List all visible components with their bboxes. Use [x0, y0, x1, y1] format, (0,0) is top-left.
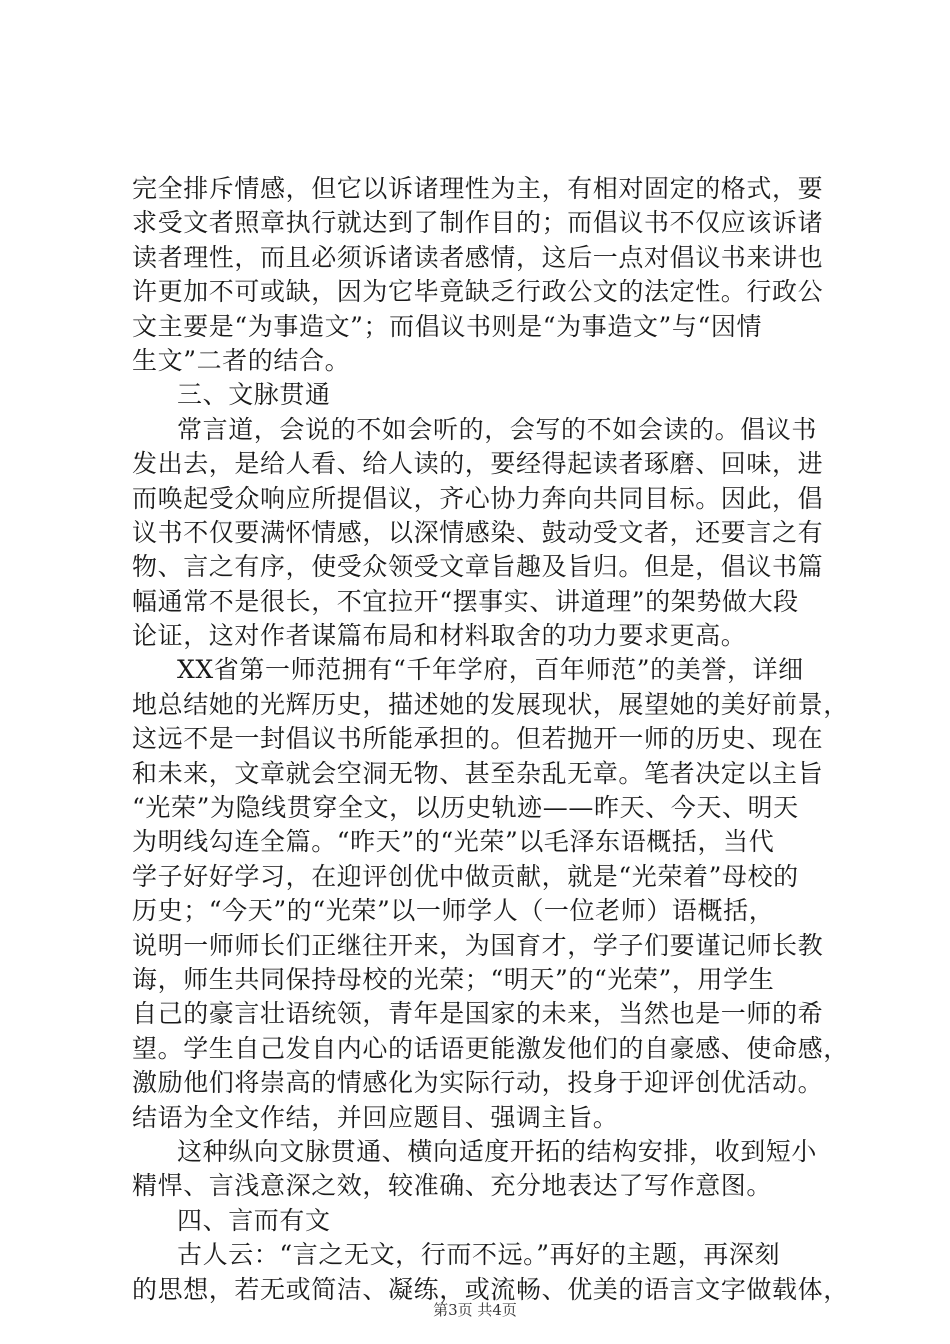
text-line: 物、言之有序，使受众领受文章旨趣及旨归。但是，倡议书篇 [132, 552, 824, 582]
text-line: 四、言而有文 [177, 1205, 331, 1235]
text-line: 生文”二者的结合。 [132, 345, 351, 375]
text-line: 和未来，文章就会空洞无物、甚至杂乱无章。笔者决定以主旨 [132, 758, 824, 788]
page-number-footer: 第3页 共4页 [433, 1301, 517, 1319]
text-line: 常言道，会说的不如会听的，会写的不如会读的。倡议书 [177, 414, 818, 444]
text-line: 说明一师师长们正继往开来，为国育才，学子们要谨记师长教 [132, 930, 824, 960]
text-line: 激励他们将崇高的情感化为实际行动，投身于迎评创优活动。 [132, 1068, 824, 1098]
text-line: 古人云：“言之无文，行而不远。”再好的主题，再深刻 [177, 1240, 781, 1270]
text-line: 自己的豪言壮语统领，青年是国家的未来，当然也是一师的希 [132, 999, 824, 1029]
text-line: 论证，这对作者谋篇布局和材料取舍的功力要求更高。 [132, 621, 747, 651]
text-line: 三、文脉贯通 [177, 380, 331, 410]
text-line: “光荣”为隐线贯穿全文，以历史轨迹——昨天、今天、明天 [132, 793, 799, 823]
text-line: 求受文者照章执行就达到了制作目的；而倡议书不仅应该诉诸 [132, 208, 824, 238]
text-line: 发出去，是给人看、给人读的，要经得起读者琢磨、回味，进 [132, 449, 824, 479]
text-line: 学子好好学习，在迎评创优中做贡献，就是“光荣着”母校的 [132, 861, 799, 891]
text-line: 地总结她的光辉历史，描述她的发展现状，展望她的美好前景， [132, 689, 849, 719]
text-line: 精悍、言浅意深之效，较准确、充分地表达了写作意图。 [132, 1171, 773, 1201]
text-line: 诲，师生共同保持母校的光荣；“明天”的“光荣”，用学生 [132, 964, 775, 994]
text-line: 文主要是“为事造文”；而倡议书则是“为事造文”与“因情 [132, 311, 763, 341]
text-line: 结语为全文作结，并回应题目、强调主旨。 [132, 1102, 619, 1132]
text-line: 这远不是一封倡议书所能承担的。但若抛开一师的历史、现在 [132, 724, 824, 754]
text-line: 幅通常不是很长，不宜拉开“摆事实、讲道理”的架势做大段 [132, 586, 799, 616]
text-line: 议书不仅要满怀情感，以深情感染、鼓动受文者，还要言之有 [132, 517, 824, 547]
text-line: 的思想，若无或简洁、凝练，或流畅、优美的语言文字做载体， [132, 1274, 849, 1304]
text-line: 许更加不可或缺，因为它毕竟缺乏行政公文的法定性。行政公 [132, 277, 824, 307]
text-line: 而唤起受众响应所提倡议，齐心协力奔向共同目标。因此，倡 [132, 483, 824, 513]
text-line: 望。学生自己发自内心的话语更能激发他们的自豪感、使命感， [132, 1033, 849, 1063]
text-line: 这种纵向文脉贯通、横向适度开拓的结构安排，收到短小 [177, 1136, 818, 1166]
text-line: 为明线勾连全篇。“昨天”的“光荣”以毛泽东语概括，当代 [132, 827, 775, 857]
body-text [132, 172, 849, 1307]
text-line: 完全排斥情感，但它以诉诸理性为主，有相对固定的格式，要 [132, 174, 824, 203]
text-line: 读者理性，而且必须诉诸读者感情，这后一点对倡议书来讲也 [132, 242, 824, 272]
text-line: XX省第一师范拥有“千年学府，百年师范”的美誉，详细 [177, 655, 804, 685]
text-line: 历史；“今天”的“光荣”以一师学人（一位老师）语概括， [132, 896, 775, 926]
